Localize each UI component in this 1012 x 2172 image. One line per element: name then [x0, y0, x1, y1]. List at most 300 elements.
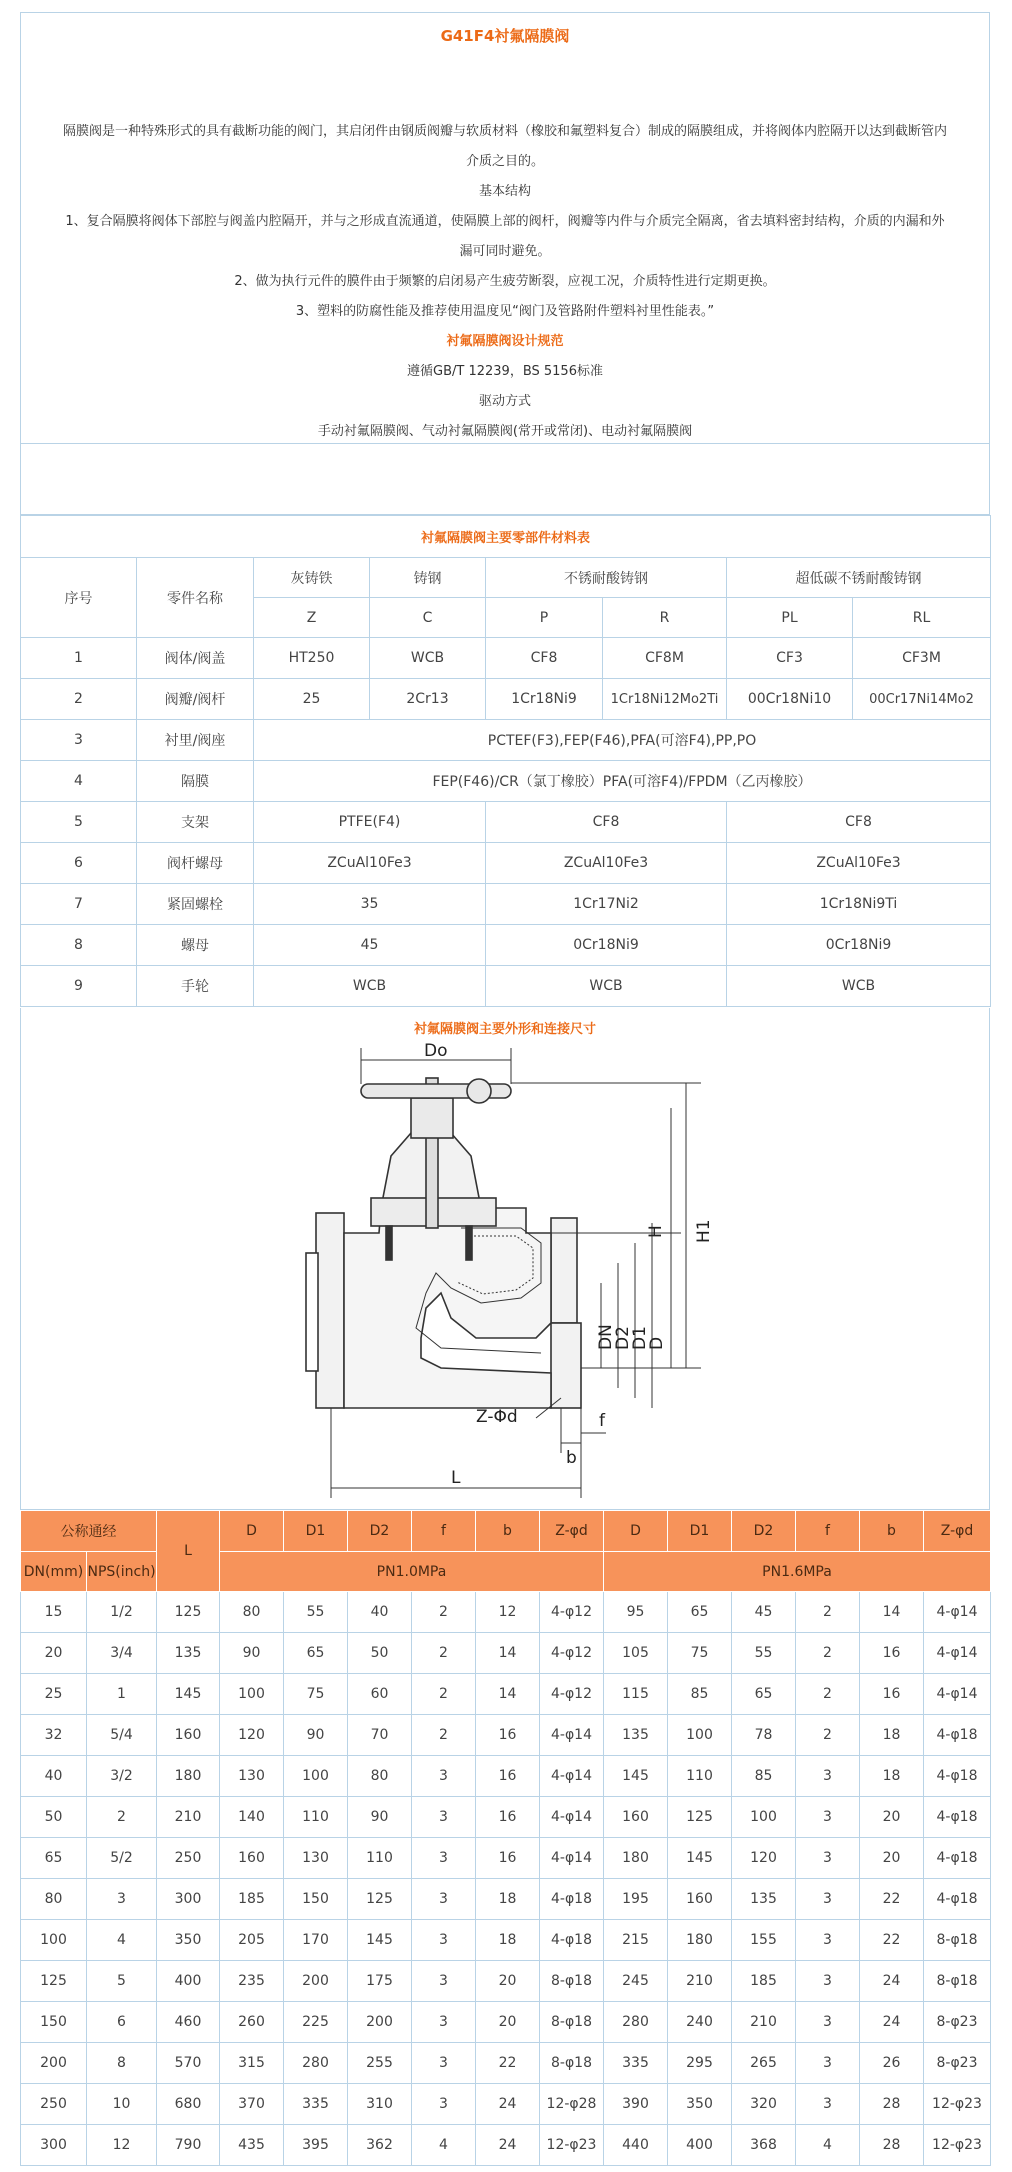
row-part: 衬里/阀座	[137, 720, 254, 761]
material-cell: HT250	[254, 638, 370, 679]
dimension-cell: 40	[21, 1756, 87, 1797]
dimension-cell: 3	[796, 1879, 860, 1920]
code-cell: Z	[254, 598, 370, 638]
dimension-cell: 3	[412, 1879, 476, 1920]
material-cell: 00Cr18Ni10	[727, 679, 853, 720]
material-cell: 1Cr18Ni12Mo2Ti	[603, 679, 727, 720]
dimensions-table	[20, 1510, 991, 2166]
dimension-cell: 4-φ18	[924, 1879, 991, 1920]
dimension-cell: 320	[732, 2084, 796, 2125]
row-no: 4	[21, 761, 137, 802]
material-cell: 35	[254, 884, 486, 925]
dimension-cell: 370	[220, 2084, 284, 2125]
dimension-cell: 265	[732, 2043, 796, 2084]
dimension-cell: 2	[412, 1592, 476, 1633]
header-col: Z-φd	[540, 1511, 604, 1552]
table-row	[21, 843, 991, 884]
dimension-cell: 145	[157, 1674, 220, 1715]
header-col: Z-φd	[924, 1511, 991, 1552]
dimension-cell: 4-φ14	[540, 1756, 604, 1797]
dimension-cell: 2	[412, 1633, 476, 1674]
table-row	[21, 925, 991, 966]
label-zd: Z-Φd	[476, 1407, 518, 1427]
dimension-cell: 20	[21, 1633, 87, 1674]
row-no: 3	[21, 720, 137, 761]
dimension-cell: 1/2	[87, 1592, 157, 1633]
code-cell: PL	[727, 598, 853, 638]
dimension-cell: 4-φ18	[924, 1797, 991, 1838]
dimension-cell: 115	[604, 1674, 668, 1715]
row-no: 6	[21, 843, 137, 884]
header-pn10: PN1.0MPa	[220, 1552, 604, 1592]
drive-heading: 驱动方式	[478, 394, 531, 409]
table-row	[21, 1961, 991, 2002]
dimension-cell: 16	[860, 1674, 924, 1715]
dimension-cell: 20	[860, 1838, 924, 1879]
dimension-cell: 175	[348, 1961, 412, 2002]
material-cell: CF8	[727, 802, 991, 843]
table-row	[21, 1920, 991, 1961]
dimension-cell: 790	[157, 2125, 220, 2166]
dimension-cell: 22	[860, 1879, 924, 1920]
dimension-cell: 100	[668, 1715, 732, 1756]
dimension-cell: 335	[284, 2084, 348, 2125]
material-cell: WCB	[727, 966, 991, 1007]
material-cell: 2Cr13	[370, 679, 486, 720]
table-row	[21, 1756, 991, 1797]
dimension-cell: 210	[157, 1797, 220, 1838]
header-dn: DN(mm)	[21, 1552, 87, 1592]
dimension-cell: 3	[796, 2084, 860, 2125]
row-part: 支架	[137, 802, 254, 843]
label-h: H	[646, 1225, 666, 1238]
dimension-cell: 32	[21, 1715, 87, 1756]
material-cell: WCB	[370, 638, 486, 679]
header-col: D2	[348, 1511, 412, 1552]
dimension-cell: 18	[476, 1920, 540, 1961]
dimension-cell: 135	[157, 1633, 220, 1674]
table-row	[21, 2084, 991, 2125]
dimension-cell: 15	[21, 1592, 87, 1633]
dimension-cell: 65	[284, 1633, 348, 1674]
dimension-cell: 280	[284, 2043, 348, 2084]
material-cell: 45	[254, 925, 486, 966]
dimension-cell: 395	[284, 2125, 348, 2166]
dimension-cell: 45	[732, 1592, 796, 1633]
row-part: 紧固螺栓	[137, 884, 254, 925]
dimension-cell: 362	[348, 2125, 412, 2166]
table-row	[21, 1715, 991, 1756]
table-row	[21, 1797, 991, 1838]
dimension-cell: 8-φ18	[924, 1961, 991, 2002]
label-l: L	[451, 1468, 461, 1488]
row-part: 阀杆螺母	[137, 843, 254, 884]
dimension-cell: 20	[476, 2002, 540, 2043]
material-cell: 0Cr18Ni9	[486, 925, 727, 966]
dimension-cell: 210	[668, 1961, 732, 2002]
dimension-cell: 150	[284, 1879, 348, 1920]
dimension-cell: 4-φ18	[924, 1756, 991, 1797]
dimension-cell: 4-φ18	[540, 1879, 604, 1920]
dimension-cell: 125	[668, 1797, 732, 1838]
code-cell: RL	[853, 598, 991, 638]
material-cell: CF8	[486, 802, 727, 843]
dimension-cell: 3	[796, 1961, 860, 2002]
dimension-cell: 100	[220, 1674, 284, 1715]
dimension-cell: 170	[284, 1920, 348, 1961]
dimension-cell: 4	[87, 1920, 157, 1961]
label-d1: D1	[630, 1326, 650, 1350]
header-col: D	[220, 1511, 284, 1552]
dimension-cell: 4-φ14	[540, 1797, 604, 1838]
valve-body	[344, 1208, 551, 1408]
dimension-cell: 28	[860, 2084, 924, 2125]
dimension-cell: 78	[732, 1715, 796, 1756]
handwheel-knob	[467, 1079, 491, 1103]
table-row	[21, 1633, 991, 1674]
dimension-cell: 75	[284, 1674, 348, 1715]
dimension-cell: 440	[604, 2125, 668, 2166]
dimension-cell: 3	[87, 1879, 157, 1920]
dimension-cell: 24	[860, 2002, 924, 2043]
dimension-cell: 390	[604, 2084, 668, 2125]
intro-desc-1: 隔膜阀是一种特殊形式的具有截断功能的阀门，其启闭件由钢质阀瓣与软质材料（橡胶和氟塑料复合）制成的隔膜组成，并将阀体内腔隔开以达到截断管内	[62, 124, 947, 139]
dimension-cell: 335	[604, 2043, 668, 2084]
structure-heading: 基本结构	[478, 184, 531, 199]
spec-text: 遵循GB/T 12239，BS 5156标准	[407, 364, 603, 379]
dimension-cell: 4	[796, 2125, 860, 2166]
dimension-cell: 14	[476, 1674, 540, 1715]
dimension-cell: 18	[860, 1715, 924, 1756]
dimension-cell: 245	[604, 1961, 668, 2002]
dimension-cell: 3	[796, 1920, 860, 1961]
dimension-cell: 225	[284, 2002, 348, 2043]
dimension-cell: 570	[157, 2043, 220, 2084]
row-no: 7	[21, 884, 137, 925]
dimension-cell: 3	[796, 2043, 860, 2084]
intro-section	[20, 12, 990, 444]
dimension-cell: 105	[604, 1633, 668, 1674]
dimension-cell: 310	[348, 2084, 412, 2125]
dimension-cell: 130	[220, 1756, 284, 1797]
material-cell: 1Cr17Ni2	[486, 884, 727, 925]
dimension-cell: 460	[157, 2002, 220, 2043]
dimension-cell: 16	[476, 1756, 540, 1797]
label-h1: H1	[694, 1219, 714, 1243]
dimension-cell: 350	[668, 2084, 732, 2125]
dimension-cell: 400	[157, 1961, 220, 2002]
dimension-cell: 18	[476, 1879, 540, 1920]
dimension-cell: 2	[796, 1592, 860, 1633]
dimension-cell: 1	[87, 1674, 157, 1715]
header-part: 零件名称	[137, 558, 254, 638]
dimension-cell: 95	[604, 1592, 668, 1633]
header-low-carbon: 超低碳不锈耐酸铸钢	[727, 558, 991, 598]
label-b: b	[566, 1448, 577, 1468]
dimension-cell: 210	[732, 2002, 796, 2043]
table-row	[21, 761, 991, 802]
label-f: f	[599, 1411, 605, 1431]
dimension-cell: 315	[220, 2043, 284, 2084]
header-col: f	[412, 1511, 476, 1552]
dimension-cell: 400	[668, 2125, 732, 2166]
dimension-cell: 65	[668, 1592, 732, 1633]
row-part: 阀体/阀盖	[137, 638, 254, 679]
dimension-cell: 250	[157, 1838, 220, 1879]
dimension-cell: 24	[860, 1961, 924, 2002]
material-cell: CF8M	[603, 638, 727, 679]
table-row	[21, 1592, 991, 1633]
material-cell: 0Cr18Ni9	[727, 925, 991, 966]
dimension-cell: 110	[284, 1797, 348, 1838]
spec-heading: 衬氟隔膜阀设计规范	[446, 334, 564, 349]
dimension-cell: 80	[220, 1592, 284, 1633]
header-nominal: 公称通经	[21, 1511, 157, 1552]
dimension-cell: 435	[220, 2125, 284, 2166]
right-flange-lower	[551, 1323, 581, 1408]
dimension-cell: 14	[476, 1633, 540, 1674]
dimension-cell: 6	[87, 2002, 157, 2043]
table-row	[21, 2002, 991, 2043]
dimension-cell: 155	[732, 1920, 796, 1961]
material-cell: 00Cr17Ni14Mo2	[853, 679, 991, 720]
left-flange	[316, 1213, 344, 1408]
dimension-cell: 12-φ23	[924, 2125, 991, 2166]
table-row	[21, 638, 991, 679]
dimension-cell: 8-φ23	[924, 2002, 991, 2043]
dimension-cell: 4-φ12	[540, 1633, 604, 1674]
dimension-cell: 3	[796, 1756, 860, 1797]
dimension-cell: 150	[21, 2002, 87, 2043]
material-cell: PTFE(F4)	[254, 802, 486, 843]
dimension-cell: 145	[604, 1756, 668, 1797]
dimension-cell: 3	[796, 2002, 860, 2043]
dimension-cell: 100	[21, 1920, 87, 1961]
dimension-cell: 368	[732, 2125, 796, 2166]
row-part: 隔膜	[137, 761, 254, 802]
spacer-box	[20, 444, 990, 515]
dimension-cell: 16	[476, 1838, 540, 1879]
dimension-cell: 4-φ18	[924, 1838, 991, 1879]
dimension-cell: 4-φ18	[924, 1715, 991, 1756]
dimension-cell: 180	[668, 1920, 732, 1961]
dimension-cell: 240	[668, 2002, 732, 2043]
dimension-cell: 28	[860, 2125, 924, 2166]
dimension-cell: 4-φ14	[540, 1838, 604, 1879]
dimension-cell: 5/4	[87, 1715, 157, 1756]
dimension-cell: 4	[412, 2125, 476, 2166]
dimension-cell: 160	[668, 1879, 732, 1920]
structure-item-2: 2、做为执行元件的膜件由于频繁的启闭易产生疲劳断裂，应视工况，介质特性进行定期更换。	[234, 274, 776, 289]
material-cell: 1Cr18Ni9	[486, 679, 603, 720]
structure-item-1b: 漏可同时避免。	[459, 244, 551, 259]
product-title: G41F4衬氟隔膜阀	[440, 27, 570, 45]
table-row	[21, 720, 991, 761]
table-row	[21, 1879, 991, 1920]
dimension-cell: 160	[220, 1838, 284, 1879]
label-d2: D2	[613, 1326, 633, 1350]
dimension-cell: 160	[157, 1715, 220, 1756]
dimension-cell: 3	[412, 2043, 476, 2084]
dimension-cell: 3	[412, 1797, 476, 1838]
row-no: 1	[21, 638, 137, 679]
dimension-cell: 135	[732, 1879, 796, 1920]
dimension-cell: 60	[348, 1674, 412, 1715]
dimension-cell: 22	[476, 2043, 540, 2084]
dimension-cell: 3/4	[87, 1633, 157, 1674]
dimension-cell: 65	[732, 1674, 796, 1715]
dimension-cell: 5/2	[87, 1838, 157, 1879]
dimension-cell: 100	[732, 1797, 796, 1838]
material-cell: WCB	[254, 966, 486, 1007]
dimension-cell: 3	[412, 2084, 476, 2125]
dimension-cell: 90	[220, 1633, 284, 1674]
dimension-cell: 2	[412, 1674, 476, 1715]
table-row	[21, 1674, 991, 1715]
right-flange	[551, 1218, 577, 1323]
dimension-cell: 14	[860, 1592, 924, 1633]
dimension-cell: 90	[284, 1715, 348, 1756]
dimension-cell: 12	[476, 1592, 540, 1633]
header-gray-iron: 灰铸铁	[254, 558, 370, 598]
dimension-cell: 255	[348, 2043, 412, 2084]
material-cell: FEP(F46)/CR（氯丁橡胶）PFA(可溶F4)/FPDM（乙丙橡胶）	[254, 761, 991, 802]
row-no: 2	[21, 679, 137, 720]
material-cell: PCTEF(F3),FEP(F46),PFA(可溶F4),PP,PO	[254, 720, 991, 761]
dimension-cell: 22	[860, 1920, 924, 1961]
dimension-cell: 8-φ18	[540, 2043, 604, 2084]
dimension-cell: 110	[668, 1756, 732, 1797]
dimension-cell: 85	[732, 1756, 796, 1797]
dimension-cell: 185	[220, 1879, 284, 1920]
dimension-cell: 260	[220, 2002, 284, 2043]
header-col: b	[860, 1511, 924, 1552]
dimension-cell: 26	[860, 2043, 924, 2084]
dimension-cell: 2	[796, 1674, 860, 1715]
materials-table	[20, 515, 991, 1007]
dimension-cell: 130	[284, 1838, 348, 1879]
intro-desc-2: 介质之目的。	[465, 154, 544, 169]
dimension-cell: 160	[604, 1797, 668, 1838]
material-cell: 25	[254, 679, 370, 720]
dimension-cell: 55	[732, 1633, 796, 1674]
dimension-cell: 4-φ14	[924, 1674, 991, 1715]
dimension-cell: 250	[21, 2084, 87, 2125]
dimension-cell: 12-φ23	[924, 2084, 991, 2125]
dimension-cell: 2	[87, 1797, 157, 1838]
structure-item-1a: 1、复合隔膜将阀体下部腔与阀盖内腔隔开，并与之形成直流通道，使隔膜上部的阀杆，阀瓣等内件与介质完全隔离，省去填料密封结构，介质的内漏和外	[65, 214, 945, 229]
dimension-cell: 40	[348, 1592, 412, 1633]
dimension-cell: 24	[476, 2084, 540, 2125]
header-l: L	[157, 1511, 220, 1592]
dimension-cell: 10	[87, 2084, 157, 2125]
dimension-cell: 8-φ18	[540, 1961, 604, 2002]
dimension-cell: 4-φ14	[924, 1592, 991, 1633]
table-row	[21, 1838, 991, 1879]
dimension-cell: 3	[412, 1961, 476, 2002]
yoke	[411, 1098, 453, 1138]
dimension-cell: 55	[284, 1592, 348, 1633]
dimension-cell: 180	[157, 1756, 220, 1797]
dimension-cell: 80	[21, 1879, 87, 1920]
dimension-cell: 8-φ18	[540, 2002, 604, 2043]
dimension-cell: 4-φ12	[540, 1674, 604, 1715]
dimension-cell: 145	[668, 1838, 732, 1879]
material-cell: ZCuAl10Fe3	[486, 843, 727, 884]
structure-item-3: 3、塑料的防腐性能及推荐使用温度见“阀门及管路附件塑料衬里性能表。”	[295, 304, 715, 319]
table-row	[21, 679, 991, 720]
dimension-cell: 16	[476, 1715, 540, 1756]
table-row	[21, 2125, 991, 2166]
material-cell: ZCuAl10Fe3	[727, 843, 991, 884]
row-part: 螺母	[137, 925, 254, 966]
bolt	[386, 1226, 392, 1260]
header-no: 序号	[21, 558, 137, 638]
dimension-cell: 50	[21, 1797, 87, 1838]
dimension-cell: 125	[348, 1879, 412, 1920]
header-pn16: PN1.6MPa	[604, 1552, 991, 1592]
header-col: D1	[668, 1511, 732, 1552]
header-cast-steel: 铸钢	[370, 558, 486, 598]
dimension-cell: 90	[348, 1797, 412, 1838]
dimension-cell: 8-φ23	[924, 2043, 991, 2084]
left-flange-face	[306, 1253, 318, 1371]
dimension-cell: 3	[412, 1838, 476, 1879]
dimension-cell: 680	[157, 2084, 220, 2125]
dimension-cell: 295	[668, 2043, 732, 2084]
row-no: 9	[21, 966, 137, 1007]
table-row	[21, 2043, 991, 2084]
dimension-cell: 25	[21, 1674, 87, 1715]
dimension-cell: 65	[21, 1838, 87, 1879]
dimension-cell: 300	[21, 2125, 87, 2166]
header-col: D	[604, 1511, 668, 1552]
dimension-cell: 125	[21, 1961, 87, 2002]
dimension-cell: 12-φ23	[540, 2125, 604, 2166]
dimension-cell: 215	[604, 1920, 668, 1961]
valve-drawing	[21, 1038, 991, 1508]
dimension-cell: 80	[348, 1756, 412, 1797]
dimension-cell: 3	[796, 1838, 860, 1879]
dimension-cell: 3/2	[87, 1756, 157, 1797]
drawing-section	[20, 1008, 990, 1510]
row-no: 8	[21, 925, 137, 966]
dimension-cell: 120	[732, 1838, 796, 1879]
row-part: 阀瓣/阀杆	[137, 679, 254, 720]
dimension-cell: 100	[284, 1756, 348, 1797]
dimension-cell: 4-φ14	[924, 1633, 991, 1674]
material-cell: CF3M	[853, 638, 991, 679]
dimension-cell: 200	[348, 2002, 412, 2043]
dimension-cell: 4-φ18	[540, 1920, 604, 1961]
dimension-cell: 70	[348, 1715, 412, 1756]
table-row	[21, 802, 991, 843]
dimension-cell: 8	[87, 2043, 157, 2084]
dimension-cell: 205	[220, 1920, 284, 1961]
dimension-cell: 280	[604, 2002, 668, 2043]
dimension-cell: 3	[412, 2002, 476, 2043]
dimension-cell: 5	[87, 1961, 157, 2002]
row-part: 手轮	[137, 966, 254, 1007]
code-cell: P	[486, 598, 603, 638]
code-cell: C	[370, 598, 486, 638]
dimension-cell: 2	[796, 1715, 860, 1756]
dimension-cell: 24	[476, 2125, 540, 2166]
header-stainless: 不锈耐酸铸钢	[486, 558, 727, 598]
material-cell: CF3	[727, 638, 853, 679]
materials-title: 衬氟隔膜阀主要零部件材料表	[21, 516, 991, 558]
dimension-cell: 145	[348, 1920, 412, 1961]
